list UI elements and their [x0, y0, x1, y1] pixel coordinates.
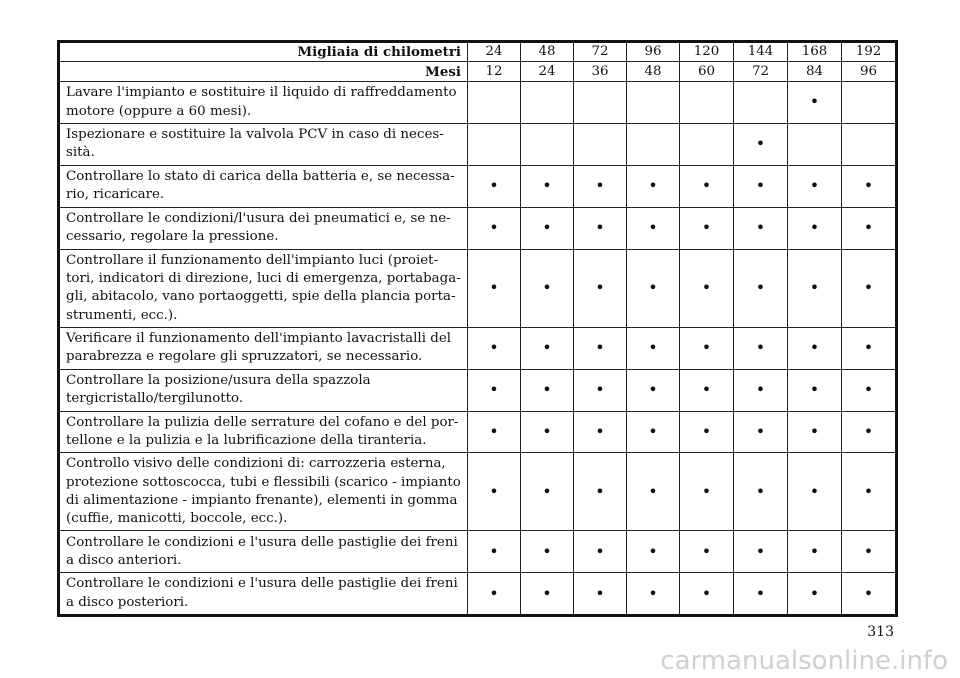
check-dot-icon: •	[648, 481, 658, 501]
check-dot-icon: •	[648, 541, 658, 561]
check-dot-icon: •	[489, 421, 499, 441]
schedule-cell	[734, 249, 788, 327]
schedule-cell	[574, 249, 627, 327]
check-dot-icon: •	[489, 541, 499, 561]
check-dot-icon: •	[595, 541, 605, 561]
check-dot-icon: •	[595, 176, 605, 196]
operation-description: Controllare le condizioni e l'usura delle pastiglie dei freni a disco posteriori.	[59, 573, 468, 616]
check-dot-icon: •	[542, 421, 552, 441]
schedule-cell	[680, 531, 734, 573]
check-dot-icon: •	[755, 176, 766, 196]
check-dot-icon: •	[648, 218, 658, 238]
operation-description: Controllare le condizioni/l'usura dei pneumatici e, se ne- cessario, regolare la pressione.	[59, 207, 468, 249]
schedule-cell	[574, 207, 627, 249]
schedule-cell	[680, 328, 734, 370]
check-dot-icon: •	[863, 218, 874, 238]
check-dot-icon: •	[755, 481, 766, 501]
schedule-cell	[734, 531, 788, 573]
header-value: 120	[680, 42, 734, 62]
schedule-cell	[521, 531, 574, 573]
schedule-cell	[842, 165, 897, 207]
schedule-cell	[521, 207, 574, 249]
check-dot-icon: •	[755, 134, 766, 154]
check-dot-icon: •	[755, 421, 766, 441]
schedule-cell	[788, 531, 842, 573]
check-dot-icon: •	[648, 338, 658, 358]
schedule-cell	[788, 165, 842, 207]
table-row	[59, 411, 897, 453]
schedule-cell	[627, 411, 680, 453]
schedule-cell	[734, 165, 788, 207]
schedule-cell	[788, 328, 842, 370]
table-row	[59, 328, 897, 370]
schedule-cell	[521, 123, 574, 165]
schedule-cell	[521, 411, 574, 453]
schedule-cell	[468, 207, 521, 249]
schedule-cell	[627, 207, 680, 249]
table-row	[59, 123, 897, 165]
header-value: 48	[627, 62, 680, 82]
check-dot-icon: •	[489, 338, 499, 358]
schedule-cell	[680, 453, 734, 531]
schedule-cell	[627, 573, 680, 616]
check-dot-icon: •	[701, 176, 712, 196]
check-dot-icon: •	[542, 278, 552, 298]
operation-description: Verificare il funzionamento dell'impianto lavacristalli del parabrezza e regolare gli spruzzatori, se necessario.	[59, 328, 468, 370]
header-value: 36	[574, 62, 627, 82]
table-row	[59, 453, 897, 531]
check-dot-icon: •	[809, 421, 820, 441]
schedule-cell	[574, 123, 627, 165]
schedule-cell	[788, 123, 842, 165]
schedule-cell	[468, 123, 521, 165]
check-dot-icon: •	[648, 176, 658, 196]
check-dot-icon: •	[755, 218, 766, 238]
schedule-cell	[468, 453, 521, 531]
schedule-cell	[842, 249, 897, 327]
table-row	[59, 207, 897, 249]
operation-description: Controllo visivo delle condizioni di: carrozzeria esterna, protezione sottoscocca, tubi e flessibili (scarico - impianto di alimentazione - impianto frenante), elementi in gomma (cuffie, manicotti, boccole, ecc.).	[59, 453, 468, 531]
check-dot-icon: •	[809, 278, 820, 298]
check-dot-icon: •	[595, 380, 605, 400]
schedule-cell	[574, 453, 627, 531]
schedule-cell	[788, 411, 842, 453]
schedule-cell	[468, 82, 521, 124]
check-dot-icon: •	[809, 481, 820, 501]
schedule-cell	[574, 411, 627, 453]
schedule-cell	[680, 123, 734, 165]
header-value: 24	[468, 42, 521, 62]
schedule-cell	[788, 453, 842, 531]
page-number: 313	[867, 624, 894, 640]
schedule-cell	[842, 573, 897, 616]
schedule-cell	[627, 123, 680, 165]
check-dot-icon: •	[863, 421, 874, 441]
check-dot-icon: •	[542, 218, 552, 238]
operation-description: Controllare la pulizia delle serrature del cofano e del por- tellone e la pulizia e la lubrificazione della tiranteria.	[59, 411, 468, 453]
schedule-cell	[734, 123, 788, 165]
header-value: 48	[521, 42, 574, 62]
check-dot-icon: •	[701, 338, 712, 358]
check-dot-icon: •	[595, 481, 605, 501]
schedule-cell	[521, 453, 574, 531]
check-dot-icon: •	[489, 176, 499, 196]
header-value: 72	[734, 62, 788, 82]
operation-description: Ispezionare e sostituire la valvola PCV in caso di neces- sità.	[59, 123, 468, 165]
schedule-cell	[468, 573, 521, 616]
check-dot-icon: •	[701, 218, 712, 238]
schedule-cell	[788, 82, 842, 124]
schedule-cell	[842, 369, 897, 411]
check-dot-icon: •	[809, 176, 820, 196]
check-dot-icon: •	[701, 278, 712, 298]
schedule-cell	[734, 369, 788, 411]
schedule-cell	[521, 82, 574, 124]
schedule-cell	[842, 453, 897, 531]
schedule-cell	[680, 207, 734, 249]
schedule-cell	[574, 165, 627, 207]
header-value: 84	[788, 62, 842, 82]
table-row	[59, 165, 897, 207]
check-dot-icon: •	[701, 380, 712, 400]
check-dot-icon: •	[595, 421, 605, 441]
schedule-cell	[627, 328, 680, 370]
header-value: 24	[521, 62, 574, 82]
schedule-cell	[788, 207, 842, 249]
schedule-cell	[734, 207, 788, 249]
check-dot-icon: •	[595, 278, 605, 298]
schedule-cell	[734, 328, 788, 370]
header-row-kilometers	[59, 42, 897, 62]
schedule-cell	[627, 165, 680, 207]
schedule-cell	[680, 369, 734, 411]
check-dot-icon: •	[542, 583, 552, 603]
check-dot-icon: •	[701, 421, 712, 441]
check-dot-icon: •	[489, 583, 499, 603]
schedule-cell	[842, 207, 897, 249]
check-dot-icon: •	[595, 218, 605, 238]
schedule-cell	[468, 369, 521, 411]
check-dot-icon: •	[648, 421, 658, 441]
header-row-months	[59, 62, 897, 82]
header-label: Mesi	[59, 62, 468, 82]
check-dot-icon: •	[701, 583, 712, 603]
schedule-cell	[788, 573, 842, 616]
header-label: Migliaia di chilometri	[59, 42, 468, 62]
schedule-cell	[574, 531, 627, 573]
schedule-cell	[468, 165, 521, 207]
check-dot-icon: •	[755, 278, 766, 298]
check-dot-icon: •	[863, 380, 874, 400]
header-value: 96	[842, 62, 897, 82]
check-dot-icon: •	[489, 481, 499, 501]
operation-description: Controllare il funzionamento dell'impianto luci (proiet- tori, indicatori di direzione, luci di emergenza, portabaga- gli, abitacolo, vano portaoggetti, spie della plancia porta- strumenti, ecc.).	[59, 249, 468, 327]
check-dot-icon: •	[489, 218, 499, 238]
check-dot-icon: •	[863, 338, 874, 358]
schedule-cell	[521, 369, 574, 411]
schedule-cell	[734, 82, 788, 124]
maintenance-table	[57, 40, 898, 617]
schedule-cell	[521, 328, 574, 370]
schedule-cell	[680, 165, 734, 207]
operation-description: Controllare la posizione/usura della spazzola tergicristallo/tergilunotto.	[59, 369, 468, 411]
schedule-cell	[734, 453, 788, 531]
check-dot-icon: •	[755, 583, 766, 603]
check-dot-icon: •	[542, 481, 552, 501]
schedule-cell	[680, 82, 734, 124]
header-value: 192	[842, 42, 897, 62]
table-row	[59, 573, 897, 616]
schedule-cell	[788, 369, 842, 411]
header-value: 144	[734, 42, 788, 62]
check-dot-icon: •	[809, 380, 820, 400]
check-dot-icon: •	[755, 338, 766, 358]
check-dot-icon: •	[755, 380, 766, 400]
schedule-cell	[842, 82, 897, 124]
header-value: 72	[574, 42, 627, 62]
check-dot-icon: •	[701, 481, 712, 501]
schedule-cell	[574, 369, 627, 411]
schedule-cell	[468, 328, 521, 370]
schedule-cell	[468, 411, 521, 453]
check-dot-icon: •	[648, 380, 658, 400]
check-dot-icon: •	[701, 541, 712, 561]
schedule-cell	[680, 573, 734, 616]
schedule-cell	[521, 573, 574, 616]
table-row	[59, 249, 897, 327]
schedule-cell	[842, 328, 897, 370]
check-dot-icon: •	[863, 541, 874, 561]
check-dot-icon: •	[755, 541, 766, 561]
schedule-cell	[627, 82, 680, 124]
check-dot-icon: •	[809, 218, 820, 238]
schedule-cell	[627, 249, 680, 327]
schedule-cell	[680, 411, 734, 453]
check-dot-icon: •	[648, 278, 658, 298]
check-dot-icon: •	[648, 583, 658, 603]
maintenance-schedule	[57, 40, 895, 617]
schedule-cell	[680, 249, 734, 327]
check-dot-icon: •	[489, 278, 499, 298]
schedule-cell	[468, 531, 521, 573]
schedule-cell	[788, 249, 842, 327]
schedule-cell	[734, 573, 788, 616]
check-dot-icon: •	[809, 583, 820, 603]
header-value: 60	[680, 62, 734, 82]
schedule-cell	[521, 249, 574, 327]
operation-description: Controllare lo stato di carica della batteria e, se necessa- rio, ricaricare.	[59, 165, 468, 207]
header-value: 12	[468, 62, 521, 82]
check-dot-icon: •	[863, 481, 874, 501]
schedule-cell	[521, 165, 574, 207]
schedule-cell	[734, 411, 788, 453]
table-row	[59, 369, 897, 411]
check-dot-icon: •	[863, 583, 874, 603]
check-dot-icon: •	[809, 92, 820, 112]
schedule-cell	[574, 573, 627, 616]
schedule-cell	[627, 369, 680, 411]
header-value: 168	[788, 42, 842, 62]
check-dot-icon: •	[863, 278, 874, 298]
schedule-cell	[574, 82, 627, 124]
header-value: 96	[627, 42, 680, 62]
schedule-cell	[842, 123, 897, 165]
check-dot-icon: •	[542, 338, 552, 358]
watermark: carmanualsonline.info	[660, 646, 948, 676]
check-dot-icon: •	[809, 541, 820, 561]
check-dot-icon: •	[542, 176, 552, 196]
schedule-cell	[627, 453, 680, 531]
schedule-cell	[574, 328, 627, 370]
table-row	[59, 531, 897, 573]
operation-description: Lavare l'impianto e sostituire il liquido di raffreddamento motore (oppure a 60 mesi).	[59, 82, 468, 124]
schedule-cell	[468, 249, 521, 327]
check-dot-icon: •	[595, 583, 605, 603]
operation-description: Controllare le condizioni e l'usura delle pastiglie dei freni a disco anteriori.	[59, 531, 468, 573]
schedule-cell	[627, 531, 680, 573]
check-dot-icon: •	[595, 338, 605, 358]
table-row	[59, 82, 897, 124]
table-body	[59, 42, 897, 616]
check-dot-icon: •	[809, 338, 820, 358]
check-dot-icon: •	[542, 380, 552, 400]
check-dot-icon: •	[542, 541, 552, 561]
schedule-cell	[842, 531, 897, 573]
check-dot-icon: •	[489, 380, 499, 400]
check-dot-icon: •	[863, 176, 874, 196]
schedule-cell	[842, 411, 897, 453]
